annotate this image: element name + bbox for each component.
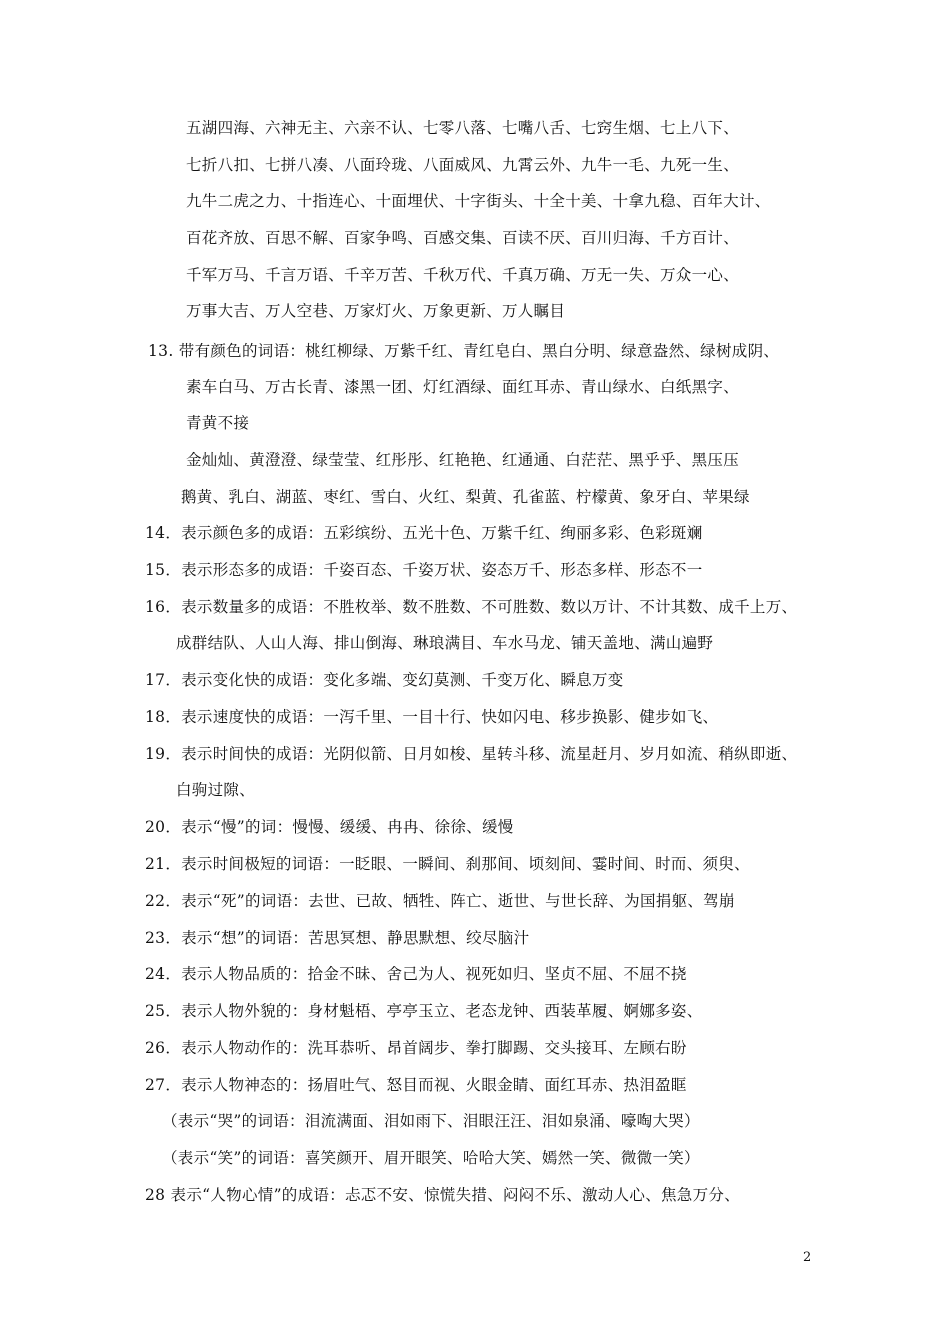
text-line: 七折八扣、七拼八凑、八面玲珑、八面威风、九霄云外、九牛一毛、九死一生、 [186,156,740,174]
text-line: 19．表示时间快的成语：光阴似箭、日月如梭、星转斗移、流星赶月、岁月如流、稍纵即逝、 [145,745,798,763]
text-line: 14．表示颜色多的成语：五彩缤纷、五光十色、万紫千红、绚丽多彩、色彩斑斓 [145,524,703,542]
text-line: 青黄不接 [186,414,250,432]
text-line: 27．表示人物神态的：扬眉吐气、怒目而视、火眼金睛、面红耳赤、热泪盈眶 [145,1076,687,1094]
text-line: 23．表示“想”的词语：苦思冥想、静思默想、绞尽脑汁 [145,929,530,947]
text-line: 千军万马、千言万语、千辛万苦、千秋万代、千真万确、万无一失、万众一心、 [186,266,740,284]
text-line: 五湖四海、六神无主、六亲不认、七零八落、七嘴八舌、七窍生烟、七上八下、 [186,119,740,137]
text-line: （表示“哭”的词语：泪流满面、泪如雨下、泪眼汪汪、泪如泉涌、嚎啕大哭） [162,1112,700,1130]
page-number: 2 [803,1250,812,1265]
text-line: 九牛二虎之力、十指连心、十面埋伏、十字街头、十全十美、十拿九稳、百年大计、 [186,192,771,210]
text-line: 22．表示“死”的词语：去世、已故、牺牲、阵亡、逝世、与世长辞、为国捐躯、驾崩 [145,892,735,910]
text-line: 白驹过隙、 [176,781,256,799]
text-line: 20．表示“慢”的词：慢慢、缓缓、冉冉、徐徐、缓慢 [145,818,514,836]
text-line: 25．表示人物外貌的：身材魁梧、亭亭玉立、老态龙钟、西装革履、婀娜多姿、 [145,1002,703,1020]
text-line: 18．表示速度快的成语：一泻千里、一目十行、快如闪电、移步换影、健步如飞、 [145,708,719,726]
text-line: 16．表示数量多的成语：不胜枚举、数不胜数、不可胜数、数以万计、不计其数、成千上万、 [145,598,798,616]
text-line: 17．表示变化快的成语：变化多端、变幻莫测、千变万化、瞬息万变 [145,671,624,689]
text-line: 鹅黄、乳白、湖蓝、枣红、雪白、火红、梨黄、孔雀蓝、柠檬黄、象牙白、苹果绿 [181,488,750,506]
text-line: 28 表示“人物心情”的成语：忐忑不安、惊慌失措、闷闷不乐、激动人心、焦急万分、 [145,1186,741,1204]
text-line: 百花齐放、百思不解、百家争鸣、百感交集、百读不厌、百川归海、千方百计、 [186,229,740,247]
text-line: 15．表示形态多的成语：千姿百态、千姿万状、姿态万千、形态多样、形态不一 [145,561,703,579]
text-line: 26．表示人物动作的：洗耳恭听、昂首阔步、拳打脚踢、交头接耳、左顾右盼 [145,1039,687,1057]
text-line: 素车白马、万古长青、漆黑一团、灯红酒绿、面红耳赤、青山绿水、白纸黑字、 [186,378,740,396]
text-line: 21．表示时间极短的词语：一眨眼、一瞬间、刹那间、顷刻间、霎时间、时而、须臾、 [145,855,750,873]
text-line: 金灿灿、黄澄澄、绿莹莹、红彤彤、红艳艳、红通通、白茫茫、黑乎乎、黑压压 [186,451,740,469]
text-line: 24．表示人物品质的：拾金不昧、舍己为人、视死如归、坚贞不屈、不屈不挠 [145,965,687,983]
text-line: 万事大吉、万人空巷、万家灯火、万象更新、万人瞩目 [186,302,566,320]
text-line: 13. 带有颜色的词语：桃红柳绿、万紫千红、青红皂白、黑白分明、绿意盎然、绿树成阴、 [148,342,780,360]
text-line: （表示“笑”的词语：喜笑颜开、眉开眼笑、哈哈大笑、嫣然一笑、微微一笑） [162,1149,700,1167]
text-line: 成群结队、人山人海、排山倒海、琳琅满目、车水马龙、铺天盖地、满山遍野 [176,634,714,652]
